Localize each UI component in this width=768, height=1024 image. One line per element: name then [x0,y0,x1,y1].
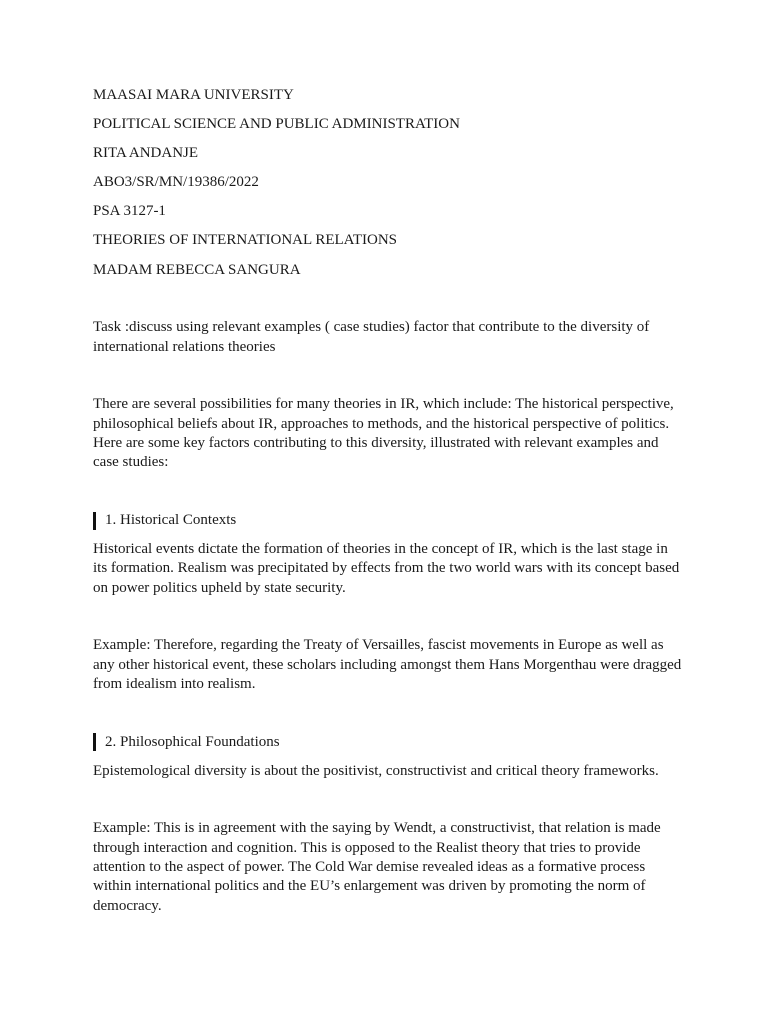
document-page [93,86,683,916]
lecturer-name: MADAM REBECCA SANGURA [93,261,301,278]
spacer [93,781,683,820]
section-heading-text: 1. Historical Contexts [105,512,237,529]
spacer [93,694,683,733]
course-title: THEORIES OF INTERNATIONAL RELATIONS [93,232,398,249]
spacer [93,473,683,512]
spacer [93,357,683,396]
spacer [93,280,683,319]
section-body: Historical events dictate the formation of theories in the concept of IR, which is the last stage in its formation. Realism was precipitated by effects from the two world wars with its concept based on power politics upheld by state security. [93,540,680,596]
section-example: Example: This is in agreement with the saying by Wendt, a constructivist, that relation is made through interaction and cognition. This is opposed to the Realist theory that tries to provide attention to the aspect of power. The Cold War demise revealed ideas as a formative process within international politics and the EU’s enlargement was driven by promoting the norm of democracy. [93,820,661,914]
heading-bar-marker [93,733,96,751]
section-heading [93,511,683,530]
task-statement: Task :discuss using relevant examples ( case studies) factor that contribute to the diversity of international relations theories [93,319,650,355]
section-body: Epistemological diversity is about the positivist, constructivist and critical theory frameworks. [93,762,659,779]
department-name: POLITICAL SCIENCE AND PUBLIC ADMINISTRATION [93,116,460,133]
section-example: Example: Therefore, regarding the Treaty of Versailles, fascist movements in Europe as well as any other historical event, these scholars including amongst them Hans Morgenthau were dragged from idealism into realism. [93,637,682,692]
heading-bar-marker [93,512,96,530]
spacer [93,598,683,637]
course-code: PSA 3127-1 [93,203,166,220]
spacer [93,752,683,762]
spacer [93,530,683,540]
section-heading-text: 2. Philosophical Foundations [105,733,280,750]
university-name: MAASAI MARA UNIVERSITY [93,87,294,103]
registration-number: ABO3/SR/MN/19386/2022 [93,174,259,191]
student-name: RITA ANDANJE [93,145,199,162]
section-heading [93,733,683,752]
intro-paragraph: There are several possibilities for many theories in IR, which include: The historical perspective, philosophical beliefs about IR, approaches to methods, and the historical perspective of politics. Here are some key factors contributing to this diversity, illustrated with relevant examples and case studies: [93,396,674,471]
